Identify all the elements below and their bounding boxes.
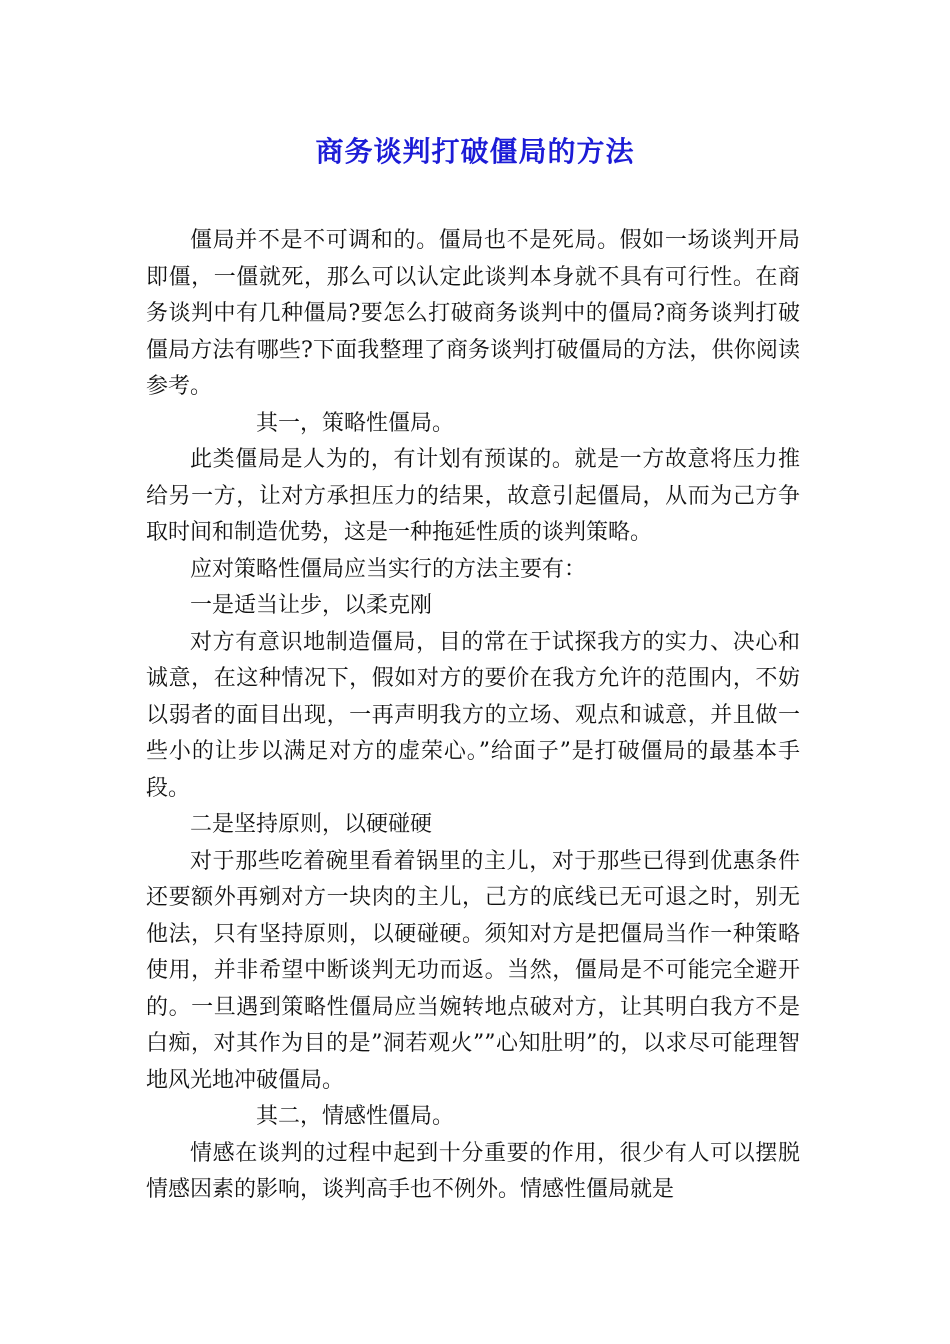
document-title: 商务谈判打破僵局的方法 [315, 135, 635, 168]
paragraph: 对于那些吃着碗里看着锅里的主儿，对于那些已得到优惠条件还要额外再剜对方一块肉的主儿，己方的底线已无可退之时，别无他法，只有坚持原则，以硬碰硬。须知对方是把僵局当作一种策略使用，并非希望中断谈判无功而返。当然，僵局是不可能完全避开的。一旦遇到策略性僵局应当婉转地点破对方，让其明白我方不是白痴，对其作为目的是”洞若观火””心知肚明”的，以求尽可能理智地风光地冲破僵局。 [146, 848, 800, 1093]
paragraph: 应对策略性僵局应当实行的方法主要有： [190, 556, 587, 582]
section-heading-emotional-deadlock: 其二，情感性僵局。 [256, 1104, 455, 1129]
paragraph: 此类僵局是人为的，有计划有预谋的。就是一方故意将压力推给另一方，让对方承担压力的结果，故意引起僵局，从而为己方争取时间和制造优势，这是一种拖延性质的谈判策略。 [146, 447, 800, 545]
method-heading-concession: 一是适当让步，以柔克刚 [190, 593, 433, 618]
paragraph: 对方有意识地制造僵局，目的常在于试探我方的实力、决心和诚意，在这种情况下，假如对方的要价在我方允许的范围内，不妨以弱者的面目出现，一再声明我方的立场、观点和诚意，并且做一些小的让步以满足对方的虚荣心。”给面子”是打破僵局的最基本手段。 [146, 629, 800, 801]
paragraph: 情感在谈判的过程中起到十分重要的作用，很少有人可以摆脱情感因素的影响，谈判高手也不例外。情感性僵局就是 [146, 1140, 800, 1202]
method-heading-principle: 二是坚持原则，以硬碰硬 [190, 812, 433, 837]
document-body [146, 223, 800, 1209]
section-heading-strategic-deadlock: 其一，策略性僵局。 [256, 410, 455, 436]
paragraph-intro: 僵局并不是不可调和的。僵局也不是死局。假如一场谈判开局即僵，一僵就死，那么可以认定此谈判本身就不具有可行性。在商务谈判中有几种僵局?要怎么打破商务谈判中的僵局?商务谈判打破僵局方法有哪些?下面我整理了商务谈判打破僵局的方法，供你阅读参考。 [146, 228, 800, 399]
